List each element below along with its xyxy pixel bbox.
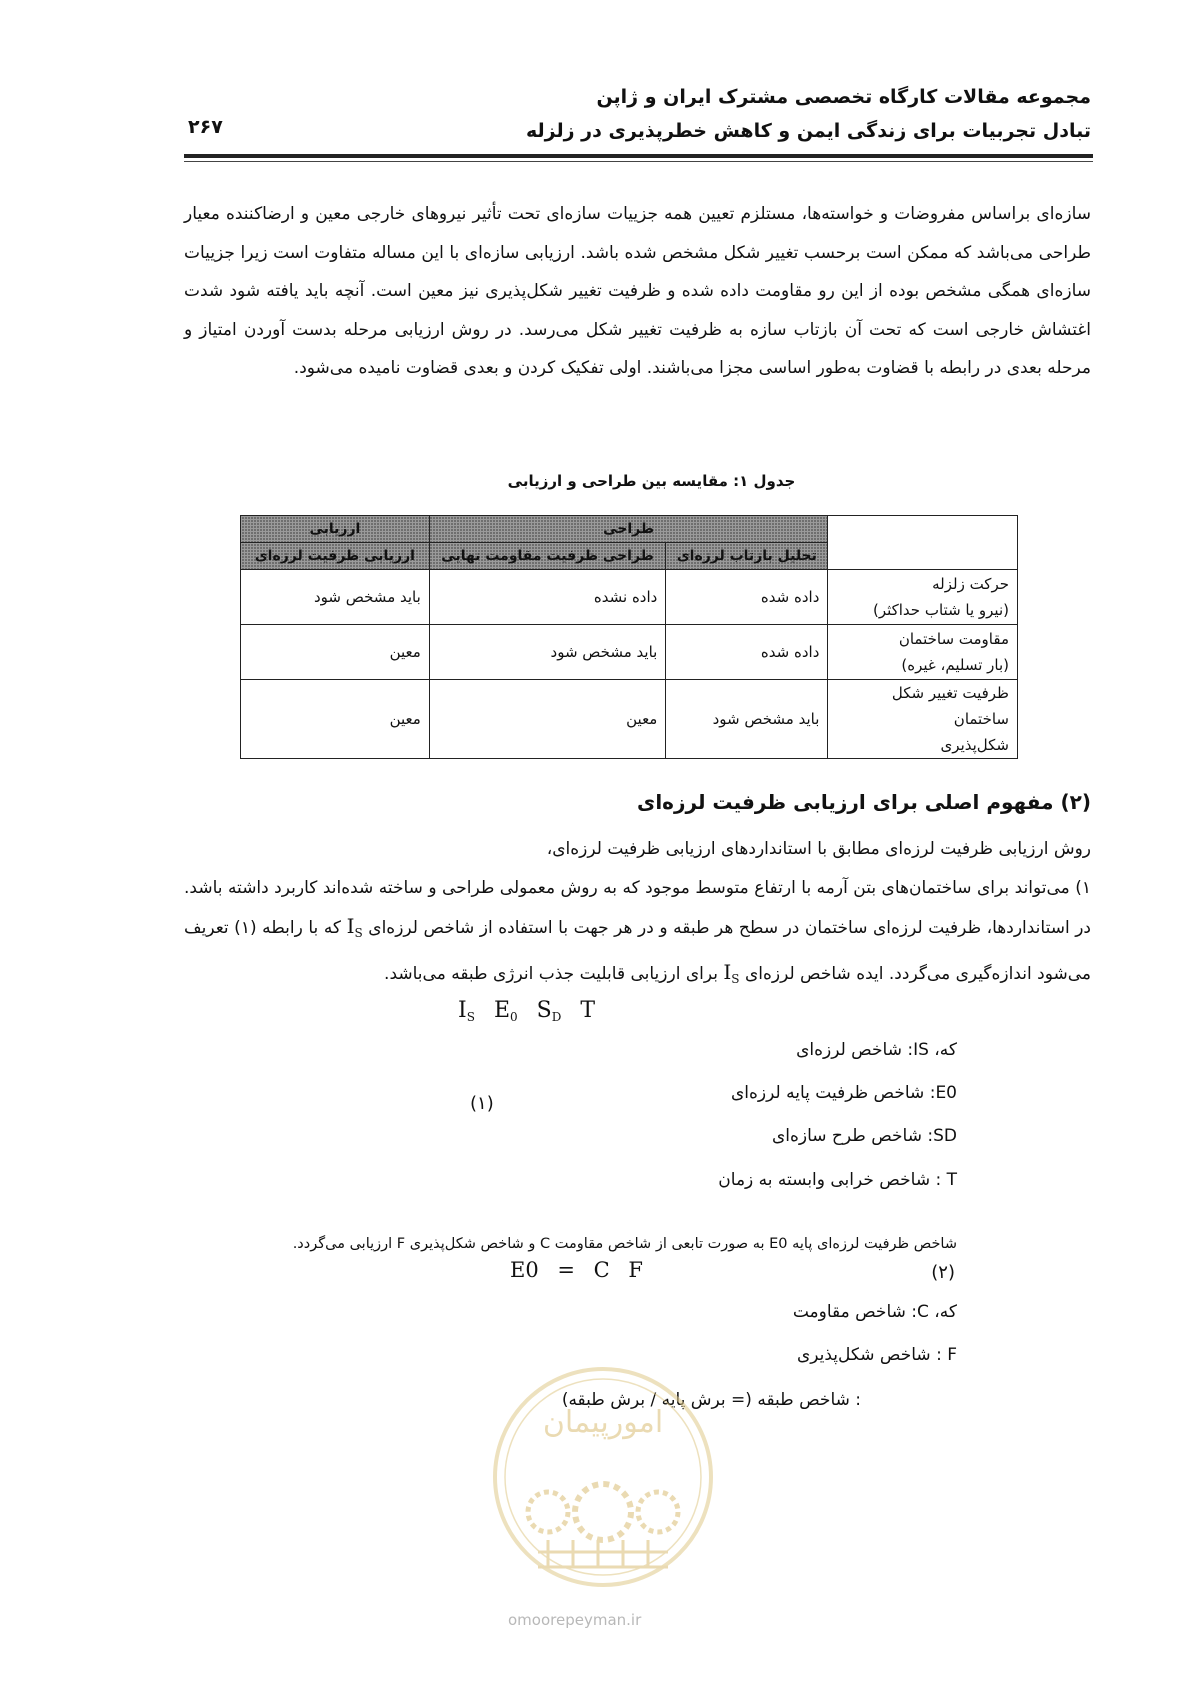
formula-2: E0 = C F <box>510 1258 643 1282</box>
is-symbol: $I_S$ <box>346 914 363 940</box>
section-lead: روش ارزیابی ظرفیت لرزه‌ای مطابق با استانداردهای ارزیابی ظرفیت لرزه‌ای، <box>546 839 1091 859</box>
cell-eval: معین <box>241 680 430 759</box>
definition-c: که، C: شاخص مقاومت <box>792 1302 957 1322</box>
table-corner-cell <box>828 516 1018 570</box>
col-header-design: طراحی ظرفیت مقاومت نهایی <box>429 543 666 570</box>
header-rule-thin <box>184 161 1093 162</box>
cell-eval: معین <box>241 625 430 680</box>
formula-1: $I_S$ $E_0$ $S_D$ T <box>458 998 596 1024</box>
section-paragraph: ۱) می‌تواند برای ساختمان‌های بتن آرمه با ارتفاع متوسط موجود که به روش معمولی طراحی و ساخته شده‌اند کاربرد داشته باشد. در استانداردها، ظرفیت لرزه‌ای ساختمان در سطح هر طبقه و در هر جهت با استفاده از شاخص لرزه‌ای $I_S$ که با رابطه (۱) تعریف می‌شود اندازه‌گیری می‌گردد. ایده شاخص لرزه‌ای $I_S$ برای ارزیابی قابلیت جذب انرژی طبقه می‌باشد. <box>184 877 1092 986</box>
definition-sd: SD: شاخص طرح سازه‌ای <box>771 1126 957 1146</box>
svg-text:امورپیمان: امورپیمان <box>542 1405 664 1440</box>
definition-t: T : شاخص خرابی وابسته به زمان <box>718 1170 957 1190</box>
table-row <box>241 680 1018 759</box>
table-row <box>241 570 1018 625</box>
comparison-table <box>240 515 1018 759</box>
definition-f: F : شاخص شکل‌پذیری <box>796 1345 957 1365</box>
section-heading: (۲) مفهوم اصلی برای ارزیابی ظرفیت لرزه‌ای <box>637 790 1091 814</box>
header-title: مجموعه مقالات کارگاه تخصصی مشترک ایران و ژاپن <box>596 86 1091 108</box>
cell-design: داده نشده <box>429 570 666 625</box>
definition-e0: E0: شاخص ظرفیت پایه لرزه‌ای <box>731 1083 957 1103</box>
cell-response: داده شده <box>666 625 828 680</box>
watermark-logo <box>488 1362 718 1592</box>
section-body <box>184 830 1091 998</box>
intro-paragraph: سازه‌ای براساس مفروضات و خواسته‌ها، مستلزم تعیین همه جزییات سازه‌ای تحت تأثیر نیروهای خارجی معین و ارضاکننده معیار طراحی می‌باشد که ممکن است برحسب تغییر شکل مشخص شده باشد. ارزیابی سازه‌ای با این مساله متفاوت است زیرا جزییات سازه‌ای همگی مشخص بوده از این رو مقاومت داده شده و ظرفیت تغییر شکل‌پذیری نیز معین است. آنچه باید یافته شود شدت اغتشاش خارجی است که تحت آن بازتاب سازه به ظرفیت تغییر شکل می‌رسد. در روش ارزیابی مرحله بدست آوردن امتیاز و مرحله بعدی در رابطه با قضاوت به‌طور اساسی مجزا می‌باشند. اولی تفکیک کردن و بعدی قضاوت نامیده می‌شود. <box>184 204 1091 378</box>
cell-eval: باید مشخص شود <box>241 570 430 625</box>
equation-number-2: (۲) <box>931 1262 955 1283</box>
col-header-response: تحلیل بازتاب لرزه‌ای <box>666 543 828 570</box>
cell-design: باید مشخص شود <box>429 625 666 680</box>
col-header-eval: ارزیابی ظرفیت لرزه‌ای <box>241 543 430 570</box>
cell-response: داده شده <box>666 570 828 625</box>
watermark-url: omoorepeyman.ir <box>508 1611 642 1629</box>
is-symbol-2: $I_S$ <box>723 959 740 986</box>
header-subtitle: تبادل تجربیات برای زندگی ایمن و کاهش خطرپذیری در زلزله <box>526 120 1091 142</box>
cell-design: معین <box>429 680 666 759</box>
group-header-design: طراحی <box>429 516 828 543</box>
definition-story-index: : شاخص طبقه (= برش پایه / برش طبقه) <box>561 1390 861 1410</box>
e0-note: شاخص ظرفیت لرزه‌ای پایه E0 به صورت تابعی از شاخص مقاومت C و شاخص شکل‌پذیری F ارزیابی می‌گردد. <box>292 1236 957 1252</box>
definition-is: که، IS: شاخص لرزه‌ای <box>796 1040 957 1060</box>
row-label: ظرفیت تغییر شکل ساختمان شکل‌پذیری <box>828 680 1018 759</box>
row-label: مقاومت ساختمان (بار تسلیم، غیره) <box>828 625 1018 680</box>
table-caption: جدول ۱: مقایسه بین طراحی و ارزیابی <box>507 472 796 490</box>
cell-response: باید مشخص شود <box>666 680 828 759</box>
header-rule <box>184 154 1093 158</box>
table-row <box>241 625 1018 680</box>
page-number: ۲۶۷ <box>188 116 223 138</box>
equation-number-1: (۱) <box>470 1093 494 1114</box>
row-label: حرکت زلزله (نیرو یا شتاب حداکثر) <box>828 570 1018 625</box>
group-header-evaluation: ارزیابی <box>241 516 430 543</box>
